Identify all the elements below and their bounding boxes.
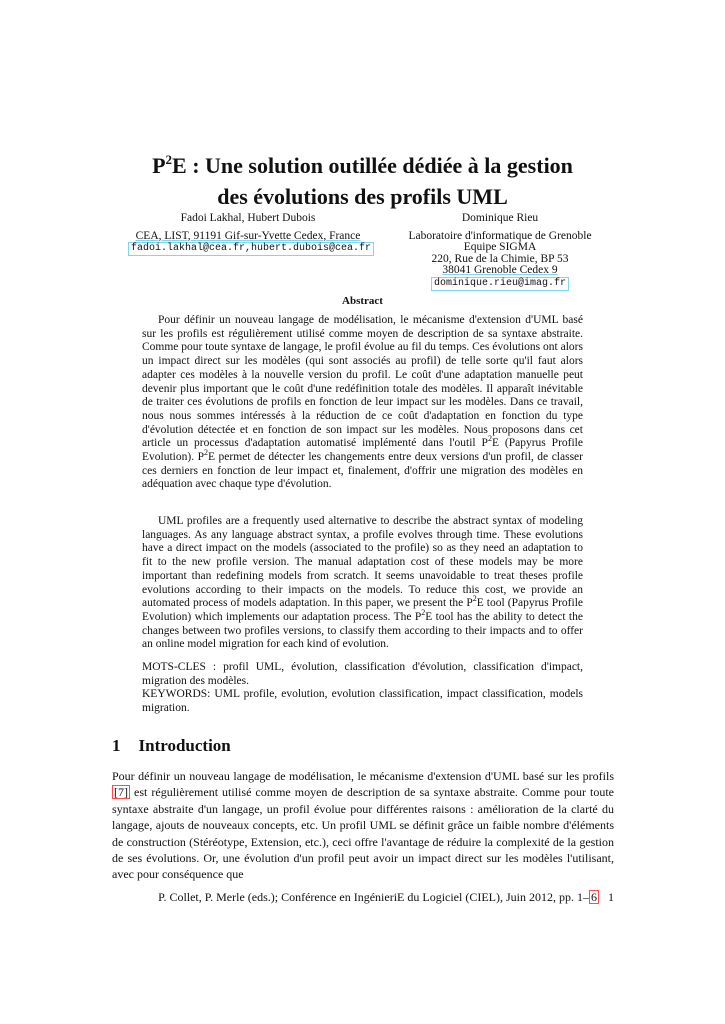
abstract-fr-text: E (Papyrus Profile Evolution). P (142, 437, 583, 464)
superscript: 2 (472, 594, 477, 604)
authors-right (395, 213, 605, 291)
abstract-en-text: E tool has the ability to detect the changes between two profiles versions, to classify them according to their impacts and to offer an online model migration for each kind of evolution. (142, 610, 583, 651)
author-email-link[interactable]: fadoi.lakhal@cea.fr,hubert.dubois@cea.fr (128, 242, 374, 256)
page-footer (112, 890, 614, 905)
title-p: P (152, 153, 166, 178)
abstract-heading: Abstract (342, 295, 383, 307)
author-names: Fadoi Lakhal, Hubert Dubois (180, 212, 316, 224)
affiliation-line: 220, Rue de la Chimie, BP 53 (431, 252, 569, 265)
section-title: Introduction (138, 736, 231, 755)
title-rest: E : Une solution outillée dédiée à la gestion (172, 153, 573, 178)
affiliation-line: Laboratoire d'informatique de Grenoble (408, 229, 592, 242)
author-email-link[interactable]: dominique.rieu@imag.fr (431, 277, 569, 291)
footer-text: P. Collet, P. Merle (eds.); Conférence en IngénieriE du Logiciel (CIEL), Juin 2012, pp. 1– (158, 890, 589, 904)
abstract-english (142, 515, 583, 652)
title-line-1 (80, 150, 645, 181)
superscript: 2 (421, 607, 426, 617)
abstract-en-text: UML profiles are a frequently used alternative to describe the abstract syntax of modeling languages. As any language abstract syntax, a profile evolves through time. These evolutions have a direct impact on the models (associated to the profile) so as they need an adaptation to fit to the new profile version. The manual adaptation cost of these models may be more important than redefining models from scratch. It seems unavoidable to treat theses profile evolutions according to their impacts on the models. To reduce this cost, we provide an automated process of models adaptation. In this paper, we present the P (142, 515, 583, 610)
title-line-2: des évolutions des profils UML (217, 184, 508, 209)
page-number: 1 (608, 890, 614, 904)
abstract-en-text: E tool (Papyrus Profile Evolution) which implements our adaptation process. The P (142, 597, 583, 623)
footer-page-link[interactable]: 6 (591, 890, 597, 904)
introduction-text (112, 768, 614, 883)
abstract-french (142, 314, 583, 492)
title-superscript: 2 (165, 152, 173, 167)
citation-link[interactable]: [7] (114, 785, 128, 800)
superscript: 2 (487, 434, 492, 444)
section-number: 1 (112, 736, 121, 755)
superscript: 2 (204, 448, 208, 458)
mots-cles: MOTS-CLES : profil UML, évolution, classification d'évolution, classification d'impact, migration des modèles. (142, 661, 583, 687)
affiliation-line: 38041 Grenoble Cedex 9 (442, 264, 558, 276)
abstract-fr-text: E permet de détecter les changements entre deux versions d'un profil, de classer ces derniers en fonction de leur impact et, finalement, d'offrir une migration des modèles en adéquation avec chaque type d'évolution. (142, 451, 583, 491)
section-heading (112, 736, 231, 756)
paper-title (80, 150, 645, 212)
abstract-fr-text: Pour définir un nouveau langage de modélisation, le mécanisme d'extension d'UML basé sur les profils est régulièrement utilisé comme moyen de description de sa syntaxe abstraite. Comme pour toute syntaxe de langage, le profil évolue au fil du temps. Ces évolutions ont alors un impact direct sur les modèles (qui sont associés au profil) de telle sorte qu'il faut alors adapter ces modèles à la nouvelle version du profil. Le coût d'une adaptation manuelle peut devenir plus important que le coût d'une redéfinition totale des modèles. Il apparaît inévitable de traiter ces évolutions de profils en fonction de leur impact sur les modèles. Dans ce travail, nous nous sommes intéressés à la réduction de ce coût d'adaptation en fonction du type d'évolution détectée et en fonction de son impact sur les modèles. Nous proposons dans cet article un processus d'adaptation automatisé implémenté dans l'outil P (142, 314, 583, 450)
keywords-block (142, 661, 583, 716)
affiliation-line: Equipe SIGMA (463, 241, 537, 253)
intro-text: Pour définir un nouveau langage de modélisation, le mécanisme d'extension d'UML basé sur les profils (112, 769, 614, 783)
authors-left (128, 212, 372, 256)
author-affiliation: CEA, LIST, 91191 Gif-sur-Yvette Cedex, France (135, 229, 361, 242)
author-name: Dominique Rieu (461, 212, 539, 224)
intro-text: est régulièrement utilisé comme moyen de description de sa syntaxe abstraite. Comme pour toute syntaxe abstraite d'un langage, un profil évolue pour différentes raisons : amélioration de la clarté du langage, ajouts de nouveaux concepts, etc. Un profil UML se définit grâce un faible nombre d'éléments de construction (Stéréotype, Extension, etc.), ceci offre l'avantage de réduire la complexité de la gestion de ses évolutions. Or, une évolution d'un profil peut avoir un impact direct sur les modèles l'utilisant, avec pour conséquence que (112, 785, 614, 882)
keywords: KEYWORDS: UML profile, evolution, evolution classification, impact classification, models migration. (142, 688, 583, 715)
